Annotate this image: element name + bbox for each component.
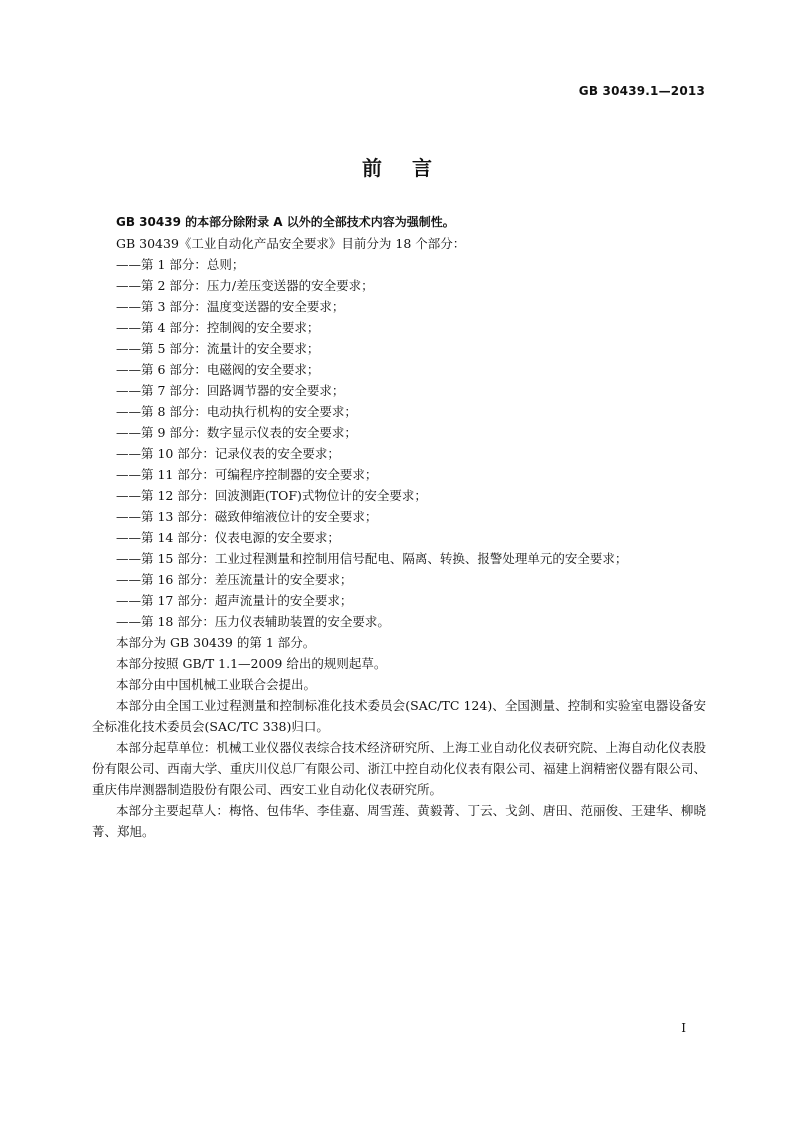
list-item: ——第 6 部分：电磁阀的安全要求； [116,362,320,377]
list-item: ——第 3 部分：温度变送器的安全要求； [116,299,345,314]
centralized-by-paragraph: 本部分由全国工业过程测量和控制标准化技术委员会(SAC/TC 124)、全国测量、控制和实验室电器设备安全标准化技术委员会(SAC/TC 338)归口。 [92,698,706,734]
list-item: ——第 10 部分：记录仪表的安全要求； [116,446,340,461]
parts-list [92,254,706,632]
page-title: 前言 [362,156,462,180]
list-item: ——第 13 部分：磁致伸缩液位计的安全要求； [116,509,378,524]
list-item: ——第 11 部分：可编程序控制器的安全要求； [116,467,378,482]
drafters-paragraph: 本部分主要起草人：梅恪、包伟华、李佳嘉、周雪莲、黄毅菁、丁云、戈剑、唐田、范丽俊、王建华、柳晓菁、郑旭。 [92,803,706,839]
list-item: ——第 5 部分：流量计的安全要求； [116,341,320,356]
list-item: ——第 18 部分：压力仪表辅助装置的安全要求。 [116,614,390,629]
drafting-rules-paragraph: 本部分按照 GB/T 1.1—2009 给出的规则起草。 [116,656,387,671]
list-item: ——第 8 部分：电动执行机构的安全要求； [116,404,357,419]
proposed-by-paragraph: 本部分由中国机械工业联合会提出。 [116,677,317,692]
list-item: ——第 4 部分：控制阀的安全要求； [116,320,320,335]
mandatory-statement: GB 30439 的本部分除附录 A 以外的全部技术内容为强制性。 [116,215,455,229]
list-item: ——第 1 部分：总则； [116,257,245,272]
list-item: ——第 9 部分：数字显示仪表的安全要求； [116,425,357,440]
parts-intro: GB 30439《工业自动化产品安全要求》目前分为 18 个部分： [116,236,466,251]
list-item: ——第 14 部分：仪表电源的安全要求； [116,530,340,545]
document-body [92,212,706,842]
drafting-units-paragraph: 本部分起草单位：机械工业仪器仪表综合技术经济研究所、上海工业自动化仪表研究院、上海自动化仪表股份有限公司、西南大学、重庆川仪总厂有限公司、浙江中控自动化仪表有限公司、福建上润精密仪器有限公司、重庆伟岸测器制造股份有限公司、西安工业自动化仪表研究所。 [92,740,706,797]
page-number: I [681,1021,686,1035]
list-item: ——第 15 部分：工业过程测量和控制用信号配电、隔离、转换、报警处理单元的安全要求； [116,551,628,566]
part-number-paragraph: 本部分为 GB 30439 的第 1 部分。 [116,635,316,650]
list-item: ——第 12 部分：回波测距(TOF)式物位计的安全要求； [116,488,427,503]
list-item: ——第 17 部分：超声流量计的安全要求； [116,593,353,608]
list-item: ——第 7 部分：回路调节器的安全要求； [116,383,345,398]
list-item: ——第 16 部分：差压流量计的安全要求； [116,572,353,587]
standard-number: GB 30439.1—2013 [578,84,705,98]
list-item: ——第 2 部分：压力/差压变送器的安全要求； [116,278,374,293]
